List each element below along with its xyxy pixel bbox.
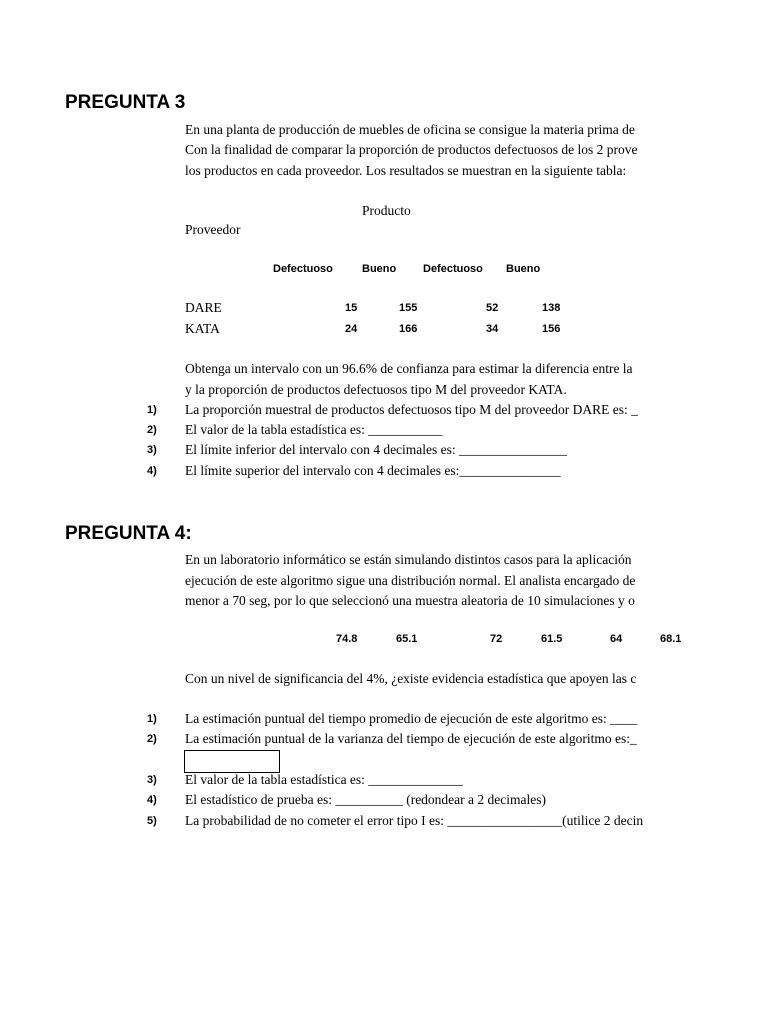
q4-item-5-text: La probabilidad de no cometer el error tipo I es: _________________(utilice 2 decin xyxy=(185,813,644,828)
q4-question: Con un nivel de significancia del 4%, ¿existe evidencia estadística que apoyen las c xyxy=(185,671,637,686)
q4-item-2-number: 2) xyxy=(147,733,157,745)
table-row-kata-name: KATA xyxy=(185,321,220,336)
q3-instruction-line-1: Obtenga un intervalo con un 96.6% de confianza para estimar la diferencia entre la xyxy=(185,361,633,376)
table-header-bueno-2: Bueno xyxy=(506,263,541,275)
q3-title: PREGUNTA 3 xyxy=(65,92,186,113)
q4-item-4-number: 4) xyxy=(147,794,157,806)
table-row-kata-value-3: 34 xyxy=(486,323,499,335)
q3-para-line-1: En una planta de producción de muebles de oficina se consigue la materia prima de xyxy=(185,122,635,137)
q4-item-3-text: El valor de la tabla estadística es: ______________ xyxy=(185,772,463,787)
q4-data-value-4: 61.5 xyxy=(541,633,563,645)
selected-cell-box[interactable] xyxy=(184,750,280,773)
q3-item-2-number: 2) xyxy=(147,424,157,436)
q4-item-3-number: 3) xyxy=(147,774,157,786)
q4-para-line-2: ejecución de este algoritmo sigue una distribución normal. El analista encargado de xyxy=(185,573,636,588)
q4-data-value-5: 64 xyxy=(610,633,623,645)
q3-item-4-text: El límite superior del intervalo con 4 decimales es:_______________ xyxy=(185,463,561,478)
table-row-kata-value-4: 156 xyxy=(542,323,561,335)
table-row-dare-value-3: 52 xyxy=(486,302,499,314)
q3-item-3-text: El límite inferior del intervalo con 4 decimales es: ________________ xyxy=(185,442,568,457)
q3-item-1-number: 1) xyxy=(147,404,157,416)
q4-data-value-3: 72 xyxy=(490,633,503,645)
q4-item-2-text: La estimación puntual de la varianza del tiempo de ejecución de este algoritmo es:_ xyxy=(185,731,637,746)
table-row-kata-value-1: 24 xyxy=(345,323,358,335)
table-proveedor-label: Proveedor xyxy=(185,222,241,237)
table-row-dare-name: DARE xyxy=(185,300,222,315)
q3-para-line-3: los productos en cada proveedor. Los resultados se muestran en la siguiente tabla: xyxy=(185,163,627,178)
q4-para-line-3: menor a 70 seg, por lo que seleccionó una muestra aleatoria de 10 simulaciones y o xyxy=(185,593,635,608)
q3-instruction-line-2: y la proporción de productos defectuosos tipo M del proveedor KATA. xyxy=(185,382,567,397)
table-row-dare-value-4: 138 xyxy=(542,302,561,314)
table-header-defectuoso-1: Defectuoso xyxy=(273,263,333,275)
q4-item-1-number: 1) xyxy=(147,713,157,725)
q4-data-value-2: 65.1 xyxy=(396,633,418,645)
table-row-dare-value-1: 15 xyxy=(345,302,358,314)
q4-data-value-1: 74.8 xyxy=(336,633,358,645)
q4-title: PREGUNTA 4: xyxy=(65,523,192,544)
q4-item-4-text: El estadístico de prueba es: __________ (redondear a 2 decimales) xyxy=(185,792,546,807)
q3-item-4-number: 4) xyxy=(147,465,157,477)
q4-para-line-1: En un laboratorio informático se están simulando distintos casos para la aplicación xyxy=(185,552,632,567)
q3-para-line-2: Con la finalidad de comparar la proporción de productos defectuosos de los 2 prove xyxy=(185,142,638,157)
q4-item-5-number: 5) xyxy=(147,815,157,827)
table-header-defectuoso-2: Defectuoso xyxy=(423,263,483,275)
q4-data-value-6: 68.1 xyxy=(660,633,682,645)
table-row-dare-value-2: 155 xyxy=(399,302,418,314)
table-header-bueno-1: Bueno xyxy=(362,263,397,275)
q4-item-1-text: La estimación puntual del tiempo promedio de ejecución de este algoritmo es: ____ xyxy=(185,711,638,726)
q3-item-2-text: El valor de la tabla estadística es: ___________ xyxy=(185,422,443,437)
q3-item-3-number: 3) xyxy=(147,444,157,456)
table-row-kata-value-2: 166 xyxy=(399,323,418,335)
q3-item-1-text: La proporción muestral de productos defectuosos tipo M del proveedor DARE es: _ xyxy=(185,402,638,417)
table-producto-label: Producto xyxy=(362,203,411,218)
